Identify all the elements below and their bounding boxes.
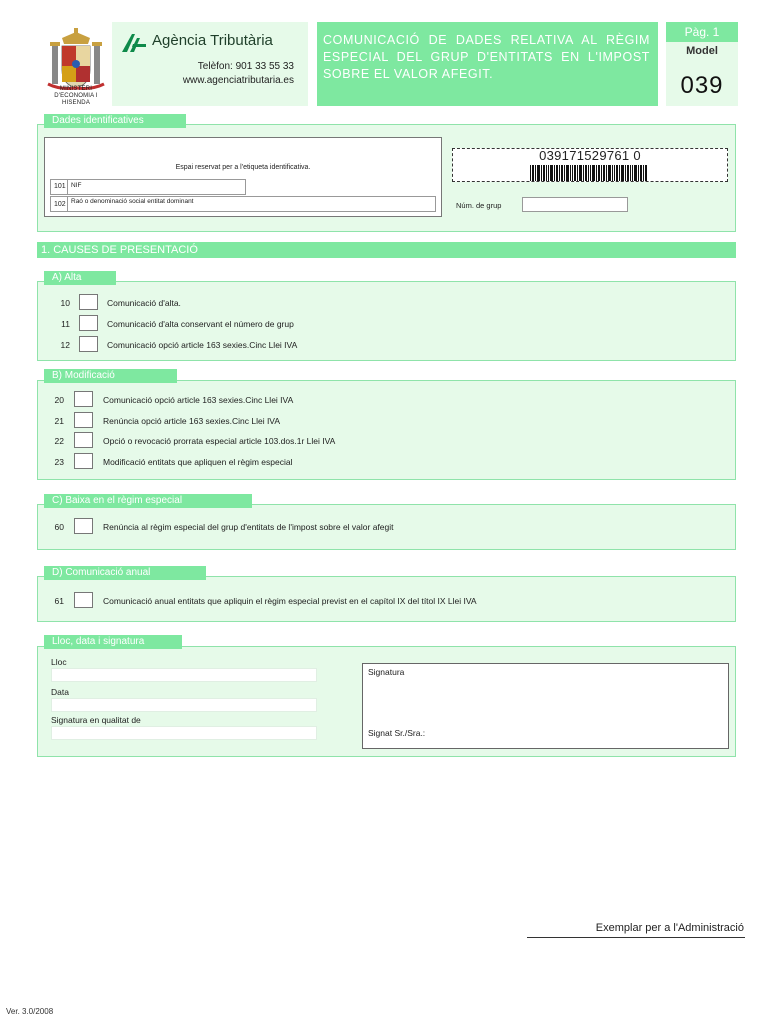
place-label: Lloc xyxy=(51,657,67,667)
option-code: 60 xyxy=(54,522,64,532)
option-code: 23 xyxy=(54,457,64,467)
page-number: Pàg. 1 xyxy=(666,22,738,42)
agency-name: Agència Tributària xyxy=(152,32,273,49)
checkbox-20[interactable] xyxy=(74,391,93,407)
nif-label: NIF xyxy=(71,182,82,189)
signature-label: Signatura xyxy=(368,667,405,677)
checkbox-22[interactable] xyxy=(74,432,93,448)
agencia-tributaria-logo-icon xyxy=(120,32,148,54)
option-code: 22 xyxy=(54,436,64,446)
barcode-number: 039171529761 0 xyxy=(539,148,641,163)
modificacio-tab: B) Modificació xyxy=(44,369,177,383)
alta-tab: A) Alta xyxy=(44,271,116,285)
date-input[interactable] xyxy=(51,698,317,712)
option-label: Comunicació d'alta. xyxy=(107,298,181,308)
group-number-input[interactable] xyxy=(522,197,628,212)
option-label: Renúncia al règim especial del grup d'entitats de l'impost sobre el valor afegit xyxy=(103,522,394,532)
checkbox-61[interactable] xyxy=(74,592,93,608)
checkbox-12[interactable] xyxy=(79,336,98,352)
capacity-label: Signatura en qualitat de xyxy=(51,715,141,725)
nif-code: 101 xyxy=(54,183,66,190)
checkbox-60[interactable] xyxy=(74,518,93,534)
company-label: Raó o denominació social entitat dominant xyxy=(71,198,194,205)
checkbox-10[interactable] xyxy=(79,294,98,310)
place-input[interactable] xyxy=(51,668,317,682)
model-number: 039 xyxy=(680,72,724,99)
option-label: Renúncia opció article 163 sexies.Cinc Llei IVA xyxy=(103,416,281,426)
ministry-name: MINISTERI D'ECONOMIA I HISENDA xyxy=(54,86,98,106)
form-title: COMUNICACIÓ DE DADES RELATIVA AL RÈGIM ESPECIAL DEL GRUP D'ENTITATS EN L'IMPOST SOBRE EL VALOR AFEGIT. xyxy=(317,22,658,106)
checkbox-21[interactable] xyxy=(74,412,93,428)
exemplar-underline xyxy=(527,937,745,938)
company-code: 102 xyxy=(54,201,66,208)
option-code: 10 xyxy=(60,298,70,308)
option-code: 20 xyxy=(54,395,64,405)
anual-tab: D) Comunicació anual xyxy=(44,566,206,580)
option-label: Comunicació opció article 163 sexies.Cinc Llei IVA xyxy=(103,395,294,405)
checkbox-11[interactable] xyxy=(79,315,98,331)
option-code: 61 xyxy=(54,596,64,606)
company-divider xyxy=(67,196,68,212)
checkbox-23[interactable] xyxy=(74,453,93,469)
exemplar-label: Exemplar per a l'Administració xyxy=(595,922,744,934)
option-label: Modificació entitats que apliquen el règim especial xyxy=(103,457,293,467)
causes-header: 1. CAUSES DE PRESENTACIÓ xyxy=(37,242,736,258)
nif-divider xyxy=(67,179,68,195)
baixa-tab: C) Baixa en el règim especial xyxy=(44,494,252,508)
option-label: Comunicació anual entitats que apliquin el règim especial previst en el capítol IX del títol IX Llei IVA xyxy=(103,596,477,606)
date-label: Data xyxy=(51,687,69,697)
capacity-input[interactable] xyxy=(51,726,317,740)
signature-tab: Lloc, data i signatura xyxy=(44,635,182,649)
identification-tab: Dades identificatives xyxy=(44,114,186,128)
option-code: 11 xyxy=(61,319,70,329)
option-label: Opció o revocació prorrata especial article 103.dos.1r Llei IVA xyxy=(103,436,336,446)
option-label: Comunicació opció article 163 sexies.Cinc Llei IVA xyxy=(107,340,298,350)
agency-phone: Telèfon: 901 33 55 33 xyxy=(197,61,294,72)
agency-website[interactable]: www.agenciatributaria.es xyxy=(182,75,294,86)
barcode-icon xyxy=(530,165,648,181)
option-code: 21 xyxy=(54,416,64,426)
option-code: 12 xyxy=(60,340,70,350)
signed-by-label: Signat Sr./Sra.: xyxy=(368,728,426,738)
model-label: Model xyxy=(686,45,718,57)
reserved-label: Espai reservat per a l'etiqueta identificativa. xyxy=(175,164,311,171)
option-label: Comunicació d'alta conservant el número de grup xyxy=(107,319,294,329)
group-number-label: Núm. de grup xyxy=(456,201,502,210)
version-label: Ver. 3.0/2008 xyxy=(6,1007,54,1016)
